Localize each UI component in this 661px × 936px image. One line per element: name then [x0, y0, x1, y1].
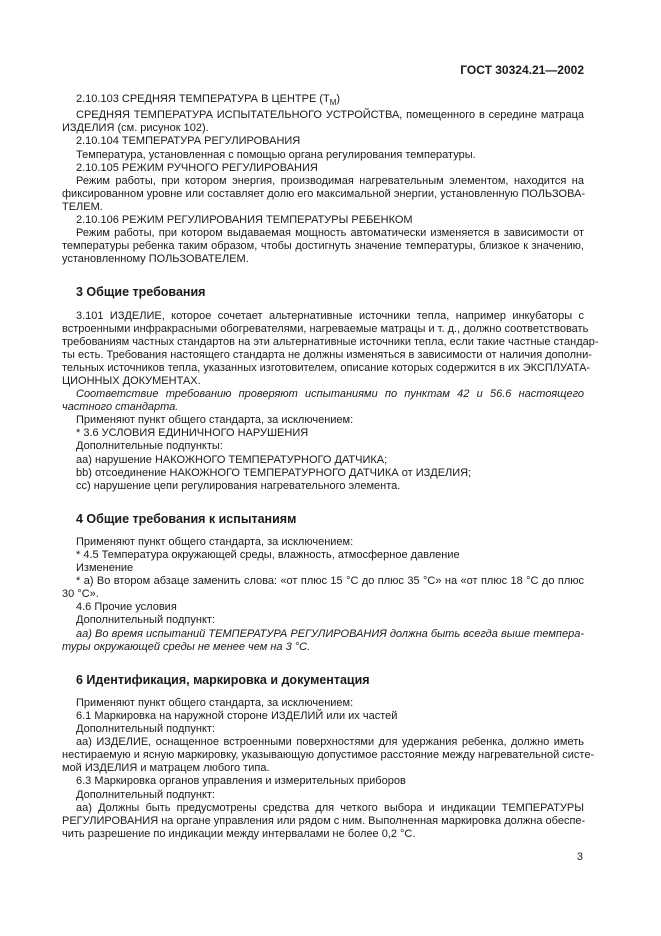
- text-line: СРЕДНЯЯ ТЕМПЕРАТУРА ИСПЫТАТЕЛЬНОГО УСТРОЙСТВА, помещенного в середине матраца: [76, 109, 584, 122]
- text-line: ТЕЛЕМ.: [62, 200, 103, 213]
- text-line: Применяют пункт общего стандарта, за исключением:: [76, 535, 354, 548]
- text-line: Применяют пункт общего стандарта, за исключением:: [76, 696, 354, 709]
- text-line: Режим работы, при котором энергия, производимая нагревательным элементом, находится на: [76, 174, 584, 187]
- text-line: 6.1 Маркировка на наружной стороне ИЗДЕЛИЙ или их частей: [76, 709, 398, 722]
- text-line: мой ИЗДЕЛИЯ и матрацем любого типа.: [62, 762, 270, 775]
- text-line: aa) нарушение НАКОЖНОГО ТЕМПЕРАТУРНОГО ДАТЧИКА;: [76, 453, 388, 466]
- text-line: ЦИОННЫХ ДОКУМЕНТАХ.: [62, 374, 201, 387]
- text-line: 2.10.104 ТЕМПЕРАТУРА РЕГУЛИРОВАНИЯ: [76, 135, 301, 148]
- text-line: * 3.6 УСЛОВИЯ ЕДИНИЧНОГО НАРУШЕНИЯ: [76, 427, 309, 440]
- text-line: bb) отсоединение НАКОЖНОГО ТЕМПЕРАТУРНОГО ДАТЧИКА от ИЗДЕЛИЯ;: [76, 466, 472, 479]
- text-line: встроенными инфракрасными обогревателями, нагреваемые матрацы и т. д., должно соответствовать: [62, 322, 589, 335]
- text-line: аа) ИЗДЕЛИЕ, оснащенное встроенными поверхностями для удержания ребенка, должно иметь: [76, 736, 584, 749]
- text-line: тельных источников тепла, указанных изготовителем, описание которых содержится в их ЭКСПЛУАТА-: [62, 361, 591, 374]
- text-line: * 4.5 Температура окружающей среды, влажность, атмосферное давление: [76, 549, 460, 561]
- text-line: ты есть. Требования настоящего стандарта не должны изменяться в зависимости от наличия дополни-: [62, 348, 592, 361]
- text-line: 30 °С».: [62, 588, 99, 601]
- subscript: M: [329, 98, 337, 108]
- text-line: чить разрешение по индикации между интервалами не более 0,2 °С.: [62, 827, 416, 840]
- text-line: фиксированном уровне или составляет долю его максимальной энергии, установленную ПОЛЬЗОВА-: [62, 187, 586, 200]
- text-line: 4.6 Прочие условия: [76, 601, 177, 614]
- text-line: 2.10.106 РЕЖИМ РЕГУЛИРОВАНИЯ ТЕМПЕРАТУРЫ РЕБЕНКОМ: [76, 214, 413, 227]
- section-heading: 3 Общие требования: [76, 285, 206, 300]
- text-line: ИЗДЕЛИЯ (см. рисунок 102).: [62, 122, 209, 135]
- document-header: ГОСТ 30324.21—2002: [460, 63, 584, 77]
- text-line: Дополнительные подпункты:: [76, 440, 223, 453]
- text-line: Применяют пункт общего стандарта, за исключением:: [76, 414, 354, 427]
- text-line: установленному ПОЛЬЗОВАТЕЛЕМ.: [62, 253, 249, 266]
- text-line: 3.101 ИЗДЕЛИЕ, которое сочетает альтернативные источники тепла, например инкубаторы с: [76, 309, 584, 322]
- text-line: Дополнительный подпункт:: [76, 614, 215, 627]
- text-line: * а) Во втором абзаце заменить слова: «от плюс 15 °С до плюс 35 °С» на «от плюс 18 °С до плюс: [76, 575, 584, 588]
- text-line: Соответствие требованию проверяют испытаниями по пунктам 42 и 56.6 настоящего: [76, 388, 584, 401]
- text-line: [62, 93, 584, 109]
- text-line: нестираемую и ясную маркировку, указывающую допустимое расстояние между нагревательной систе-: [62, 749, 595, 762]
- section-heading: 6 Идентификация, маркировка и документация: [76, 672, 370, 687]
- section-heading: 4 Общие требования к испытаниям: [76, 511, 297, 526]
- text-span: 2.10.103 СРЕДНЯЯ ТЕМПЕРАТУРА В ЦЕНТРЕ (T: [76, 93, 330, 105]
- page-number: 3: [576, 851, 583, 863]
- text-line: туры окружающей среды не менее чем на 3 °С.: [62, 640, 311, 653]
- text-line: РЕГУЛИРОВАНИЯ на органе управления или рядом с ним. Выполненная маркировка должна обеспе-: [62, 814, 586, 827]
- text-line: 6.3 Маркировка органов управления и измерительных приборов: [76, 775, 406, 788]
- text-line: Температура, установленная с помощью органа регулирования температуры.: [76, 148, 476, 161]
- text-line: Изменение: [76, 562, 134, 575]
- text-line: требованиям частных стандартов на эти альтернативные источники тепла, если такие частные стандар-: [62, 335, 599, 348]
- text-line: cc) нарушение цепи регулирования нагревательного элемента.: [76, 479, 401, 492]
- text-line: Режим работы, при котором выдаваемая мощность автоматически изменяется в зависимости от: [76, 227, 584, 240]
- text-line: 2.10.105 РЕЖИМ РУЧНОГО РЕГУЛИРОВАНИЯ: [76, 161, 318, 174]
- text-line: аа) Должны быть предусмотрены средства для четкого выбора и индикации ТЕМПЕРАТУРЫ: [76, 801, 584, 814]
- text-line: Дополнительный подпункт:: [76, 723, 215, 736]
- text-line: температуры ребенка таким образом, чтобы достигнуть значение температуры, близкое к значению,: [62, 240, 584, 253]
- text-line: Дополнительный подпункт:: [76, 788, 215, 801]
- text-span: ): [336, 93, 341, 105]
- text-line: частного стандарта.: [62, 401, 179, 414]
- text-line: аа) Во время испытаний ТЕМПЕРАТУРА РЕГУЛИРОВАНИЯ должна быть всегда выше темпера-: [76, 627, 584, 640]
- document-body: [62, 93, 599, 841]
